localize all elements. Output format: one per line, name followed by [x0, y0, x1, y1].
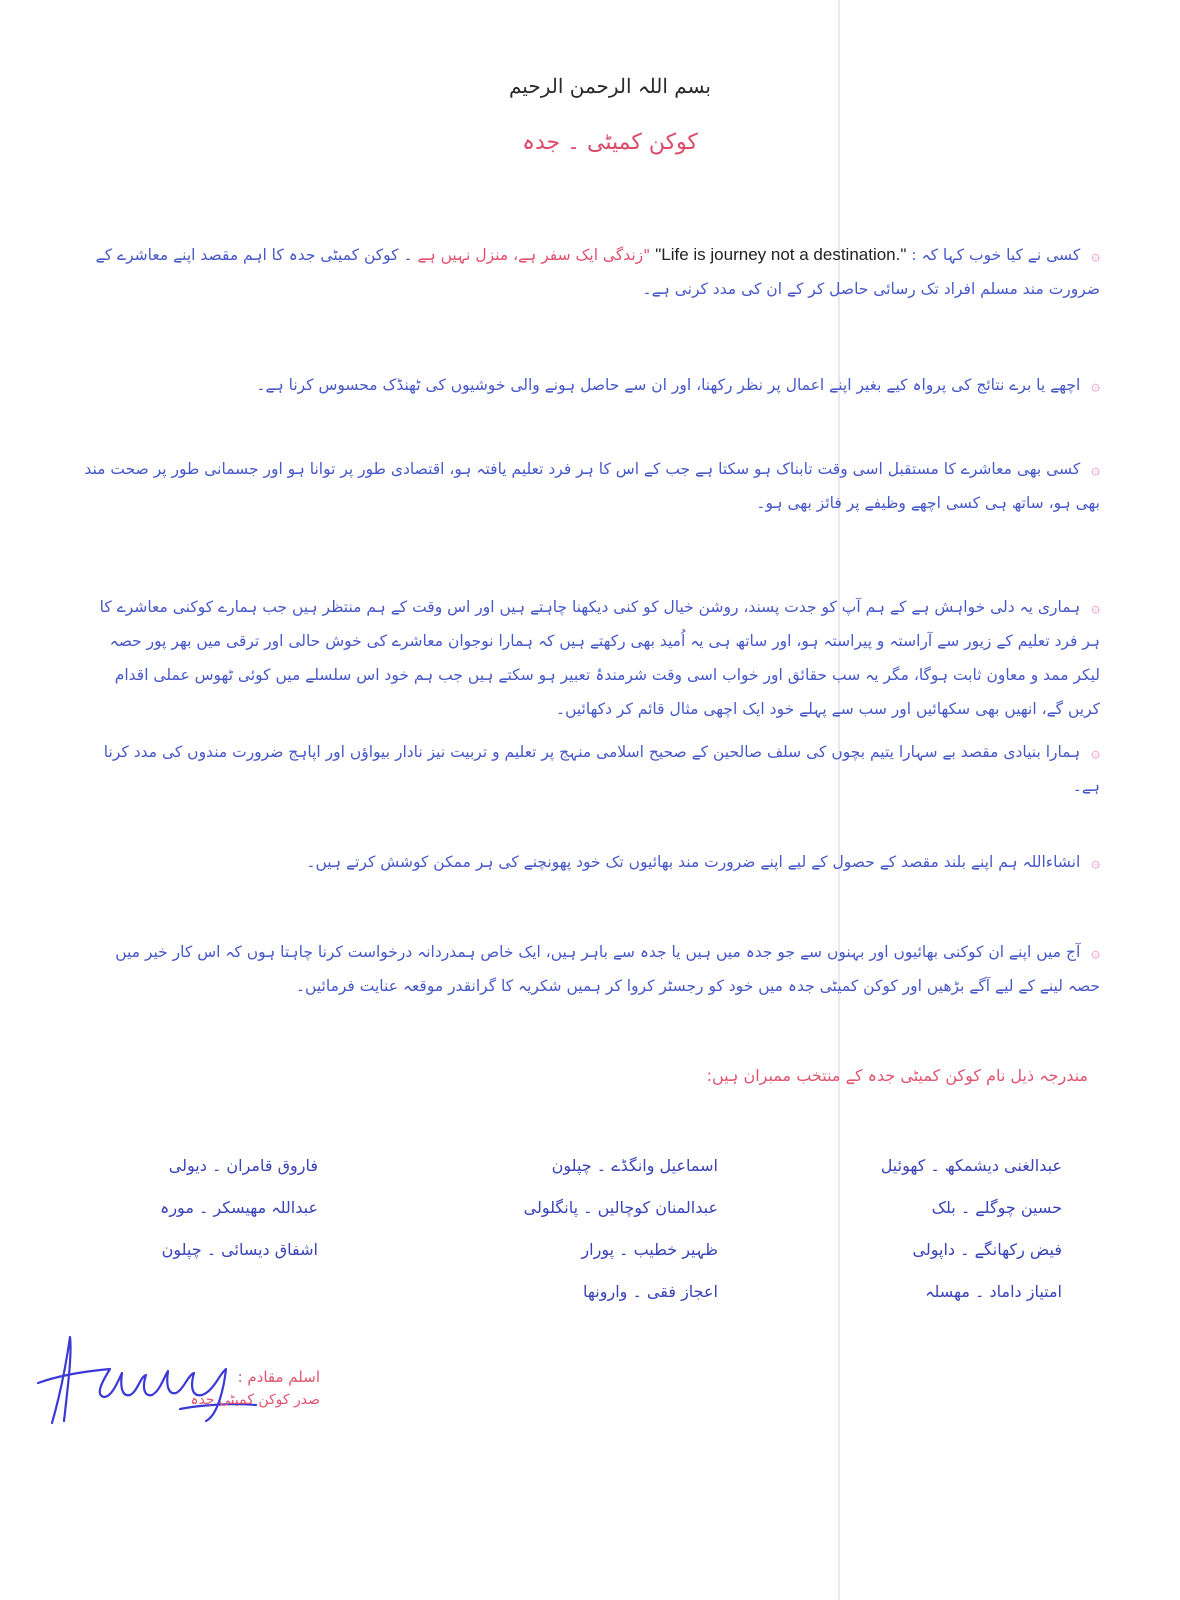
members-heading: مندرجہ ذیل نام کوکن کمیٹی جدہ کے منتخب ممبران ہیں:	[706, 1066, 1088, 1085]
signature-block	[170, 1368, 320, 1408]
p1-quote-english: "Life is journey not a destination."	[655, 245, 907, 264]
paragraph-7	[80, 935, 1100, 1003]
p2-text: اچھے یا برے نتائج کی پرواہ کیے بغیر اپنے اعمال پر نظر رکھنا، اور ان سے حاصل ہونے والی خوشیوں کی ٹھنڈک محسوس کرنا ہے۔	[256, 376, 1081, 394]
paragraph-5	[80, 735, 1100, 803]
paragraph-6	[80, 845, 1100, 879]
p4-text: ہماری یہ دلی خواہش ہے کے ہم آپ کو جدت پسند، روشن خیال کو کنی دیکھنا چاہتے ہیں اور اس وقت کے ہم منتظر ہیں جب ہمارے کوکنی معاشرے کا ہر فرد تعلیم کے زیور سے آراستہ و پیراستہ ہو، اور ساتھ ہی یہ اُمید بھی رکھتے ہیں کہ ہمارا نوجوان معاشرے کی خوش حالی اور ترقی میں بھر پور حصہ لیکر ممد و معاون ثابت ہوگا، مگر یہ سب حقائق اور خواب اسی وقت شرمندۂ تعبیر ہو سکتے ہیں جب ہم خود اس سلسلے میں کوئی ٹھوس عملی اقدام کریں گے، انھیں بھی سکھائیں اور سب سے پہلے خود ایک اچھی مثال قائم کر دکھائیں۔	[99, 598, 1100, 718]
members-column-middle	[524, 1145, 718, 1313]
member-item: اشفاق دیسائی ۔ چپلون	[161, 1240, 318, 1259]
bullet-icon: ۞	[1091, 598, 1100, 616]
member-item: عبدالغنی دیشمکھ ۔ کھوئیل	[880, 1156, 1062, 1175]
paragraph-1	[80, 238, 1100, 306]
page-title: کوکن کمیٹی ۔ جدہ	[522, 130, 698, 155]
member-item: ظہیر خطیب ۔ پورار	[581, 1240, 718, 1259]
member-item: اعجاز فقی ۔ وارونھا	[583, 1282, 718, 1301]
bullet-icon: ۞	[1091, 943, 1100, 961]
member-item: عبدالمنان کوچالیں ۔ پانگلولی	[523, 1198, 718, 1217]
bullet-icon: ۞	[1091, 246, 1100, 264]
bullet-icon: ۞	[1091, 376, 1100, 394]
p5-text: ہمارا بنیادی مقصد بے سہارا یتیم بچوں کی سلف صالحین کے صحیح اسلامی منہج پر تعلیم و تربیت نیز نادار بیواؤں اور اپاہج ضرورت مندوں کی مدد کرنا ہے۔	[103, 743, 1100, 795]
members-column-right	[881, 1145, 1062, 1313]
member-item: عبداللہ مھیسکر ۔ مورہ	[159, 1198, 318, 1217]
p3-text: کسی بھی معاشرے کا مستقبل اسی وقت تابناک ہو سکتا ہے جب کے اس کا ہر فرد تعلیم یافتہ ہو، اقتصادی طور پر توانا ہو اور جسمانی طور پر صحت مند بھی ہو، ساتھ ہی کسی اچھے وظیفے پر فائز بھی ہو۔	[84, 460, 1100, 512]
paragraph-3	[80, 452, 1100, 520]
p1-quote-urdu: "زندگی ایک سفر ہے، منزل نہیں ہے	[417, 246, 651, 264]
p6-text: انشاءاللہ ہم اپنے بلند مقصد کے حصول کے لیے اپنے ضرورت مند بھائیوں تک خود پھونچنے کی ہر ممکن کوشش کرتے ہیں۔	[306, 853, 1081, 871]
member-item: حسین چوگلے ۔ بلک	[931, 1198, 1062, 1217]
signatory-title: صدر کوکن کمیٹی جدہ	[190, 1392, 320, 1408]
member-item: فیض رکھانگے ۔ داپولی	[912, 1240, 1062, 1259]
member-item: فاروق قامران ۔ دیولی	[168, 1156, 318, 1175]
paragraph-2	[80, 368, 1100, 402]
paragraph-4	[80, 590, 1100, 726]
signatory-name: اسلم مقادم :	[237, 1368, 320, 1386]
member-item: اسماعیل وانگڈے ۔ چپلون	[551, 1156, 718, 1175]
member-item: امتیاز داماد ۔ مھسلہ	[925, 1282, 1062, 1301]
p7-text: آج میں اپنے ان کوکنی بھائیوں اور بہنوں سے جو جدہ میں ہیں یا جدہ سے باہر ہیں، ایک خاص ہمدردانہ درخواست کرنا چاہتا ہوں کہ اس کار خیر میں حصہ لینے کے لیے آگے بڑھیں اور کوکن کمیٹی جدہ میں خود کو رجسٹر کروا کر ہمیں شکریہ کا گرانقدر موقعہ عنایت فرمائیں۔	[115, 943, 1100, 995]
members-column-left	[160, 1145, 318, 1271]
bullet-icon: ۞	[1091, 743, 1100, 761]
p1-intro: کسی نے کیا خوب کہا کہ :	[911, 246, 1081, 264]
bullet-icon: ۞	[1091, 460, 1100, 478]
bullet-icon: ۞	[1091, 853, 1100, 871]
bismillah-heading: بسم اللہ الرحمن الرحیم	[508, 74, 711, 98]
p1-rest: ۔ کوکن کمیٹی جدہ کا اہم مقصد اپنے معاشرے کے ضرورت مند مسلم افراد تک رسائی حاصل کر کے ان کی مدد کرنی ہے۔	[95, 246, 1100, 298]
